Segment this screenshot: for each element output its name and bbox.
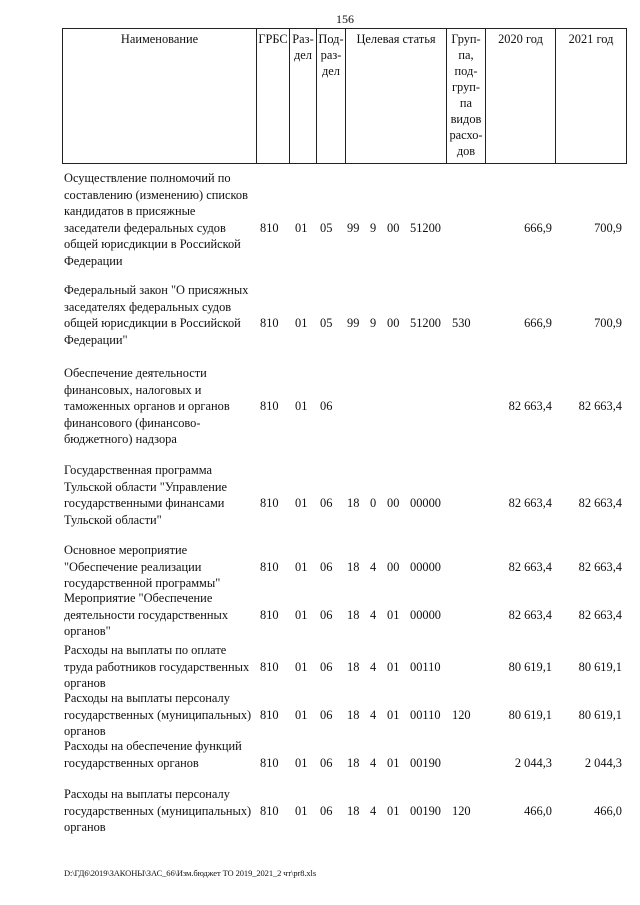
target-article-part3: 00 [387, 559, 400, 574]
row-name: Федеральный закон "О присяжных заседателях федеральных судов общей юрисдикции в Российской Федерации" [64, 283, 249, 347]
amount-2021: 2 044,3 [584, 755, 622, 770]
podrazdel-cell: 06 [320, 755, 333, 770]
amount-2020: 2 044,3 [514, 755, 552, 770]
header-name: Наименование [120, 32, 199, 46]
podrazdel-cell: 06 [320, 659, 333, 674]
amount-2021: 80 619,1 [578, 707, 622, 722]
amount-2021: 82 663,4 [578, 399, 622, 414]
amount-2021: 82 663,4 [578, 496, 622, 511]
header-2021-cell [555, 28, 627, 164]
target-article-part4: 00000 [410, 496, 441, 511]
target-article-part1: 18 [347, 607, 360, 622]
razdel-cell: 01 [295, 496, 308, 511]
target-article-part4: 00110 [410, 707, 441, 722]
target-article-part3: 01 [387, 607, 400, 622]
target-article-part2: 9 [370, 220, 377, 235]
header-podrazdel: Под- раз- дел [318, 32, 344, 78]
row-name: Государственная программа Тульской области "Управление государственными финансами Тульской области" [64, 463, 227, 527]
target-article-part4: 00000 [410, 607, 441, 622]
row-name: Осуществление полномочий по составлению (изменению) списков кандидатов в присяжные заседатели федеральных судов общей юрисдикции в Российской Федерации [64, 171, 248, 268]
amount-2021: 700,9 [594, 220, 622, 235]
podrazdel-cell: 06 [320, 607, 333, 622]
row-name: Мероприятие "Обеспечение деятельности государственных органов" [64, 591, 229, 638]
amount-2020: 466,0 [524, 803, 552, 818]
amount-2020: 82 663,4 [508, 496, 552, 511]
target-article-part4: 00190 [410, 755, 441, 770]
header-2020-cell [485, 28, 556, 164]
grbs-cell: 810 [260, 559, 279, 574]
target-article-part2: 4 [370, 803, 377, 818]
amount-2021: 80 619,1 [578, 659, 622, 674]
target-article-part4: 51200 [410, 316, 441, 331]
header-podrazdel-cell [316, 28, 346, 164]
target-article-part3: 00 [387, 220, 400, 235]
target-article-part1: 99 [347, 220, 360, 235]
target-article-part3: 01 [387, 803, 400, 818]
podrazdel-cell: 06 [320, 707, 333, 722]
grbs-cell: 810 [260, 607, 279, 622]
target-article-part4: 51200 [410, 220, 441, 235]
target-article-part2: 4 [370, 659, 377, 674]
amount-2020: 666,9 [524, 220, 552, 235]
target-article-part2: 4 [370, 755, 377, 770]
amount-2020: 82 663,4 [508, 559, 552, 574]
amount-2020: 80 619,1 [508, 659, 552, 674]
podrazdel-cell: 05 [320, 316, 333, 331]
header-gruppa-cell [446, 28, 486, 164]
target-article-part2: 4 [370, 707, 377, 722]
row-name: Основное мероприятие "Обеспечение реализации государственной программы" [64, 543, 221, 590]
header-2020: 2020 год [498, 32, 543, 46]
row-name: Расходы на выплаты персоналу государственных (муниципальных) органов [64, 691, 252, 738]
target-article-part3: 01 [387, 659, 400, 674]
grbs-cell: 810 [260, 496, 279, 511]
header-grbs: ГРБС [258, 32, 288, 46]
amount-2020: 82 663,4 [508, 607, 552, 622]
expense-type-cell: 530 [452, 316, 471, 331]
amount-2020: 80 619,1 [508, 707, 552, 722]
razdel-cell: 01 [295, 755, 308, 770]
target-article-part1: 99 [347, 316, 360, 331]
razdel-cell: 01 [295, 659, 308, 674]
amount-2020: 666,9 [524, 316, 552, 331]
target-article-part1: 18 [347, 659, 360, 674]
target-article-part3: 00 [387, 496, 400, 511]
amount-2020: 82 663,4 [508, 399, 552, 414]
podrazdel-cell: 05 [320, 220, 333, 235]
target-article-part1: 18 [347, 496, 360, 511]
amount-2021: 82 663,4 [578, 607, 622, 622]
header-celevaya: Целевая статья [356, 32, 436, 46]
target-article-part1: 18 [347, 559, 360, 574]
row-name: Расходы на выплаты персоналу государственных (муниципальных) органов [64, 787, 252, 834]
header-razdel-cell [289, 28, 317, 164]
header-grbs-cell [256, 28, 290, 164]
target-article-part2: 0 [370, 496, 377, 511]
header-celevaya-cell [345, 28, 447, 164]
row-name: Расходы на выплаты по оплате труда работников государственных органов [64, 643, 250, 690]
grbs-cell: 810 [260, 399, 279, 414]
amount-2021: 82 663,4 [578, 559, 622, 574]
razdel-cell: 01 [295, 220, 308, 235]
target-article-part2: 4 [370, 559, 377, 574]
razdel-cell: 01 [295, 803, 308, 818]
razdel-cell: 01 [295, 316, 308, 331]
amount-2021: 466,0 [594, 803, 622, 818]
podrazdel-cell: 06 [320, 496, 333, 511]
grbs-cell: 810 [260, 707, 279, 722]
grbs-cell: 810 [260, 755, 279, 770]
target-article-part1: 18 [347, 803, 360, 818]
razdel-cell: 01 [295, 559, 308, 574]
target-article-part3: 01 [387, 707, 400, 722]
page-number: 156 [336, 12, 354, 26]
expense-type-cell: 120 [452, 803, 471, 818]
podrazdel-cell: 06 [320, 399, 333, 414]
header-2021: 2021 год [568, 32, 614, 46]
grbs-cell: 810 [260, 803, 279, 818]
grbs-cell: 810 [260, 316, 279, 331]
file-path-footer: D:\ГД6\2019\ЗАКОНЫ\ЗАС_66\Изм.бюджет ТО 2019_2021_2 чт\pr8.xls [64, 868, 317, 878]
target-article-part2: 4 [370, 607, 377, 622]
header-razdel: Раз- дел [292, 32, 314, 62]
grbs-cell: 810 [260, 220, 279, 235]
target-article-part2: 9 [370, 316, 377, 331]
target-article-part1: 18 [347, 707, 360, 722]
target-article-part3: 01 [387, 755, 400, 770]
header-name-cell [62, 28, 257, 164]
target-article-part3: 00 [387, 316, 400, 331]
grbs-cell: 810 [260, 659, 279, 674]
razdel-cell: 01 [295, 399, 308, 414]
row-name: Расходы на обеспечение функций государственных органов [64, 739, 242, 770]
expense-type-cell: 120 [452, 707, 471, 722]
razdel-cell: 01 [295, 707, 308, 722]
razdel-cell: 01 [295, 607, 308, 622]
podrazdel-cell: 06 [320, 803, 333, 818]
target-article-part4: 00190 [410, 803, 441, 818]
row-name: Обеспечение деятельности финансовых, налоговых и таможенных органов и органов финансового (финансово-бюджетного) надзора [64, 366, 230, 446]
target-article-part4: 00000 [410, 559, 441, 574]
header-gruppa: Груп- па, под- груп- па видов расхо- дов [449, 32, 483, 158]
target-article-part4: 00110 [410, 659, 441, 674]
amount-2021: 700,9 [594, 316, 622, 331]
target-article-part1: 18 [347, 755, 360, 770]
podrazdel-cell: 06 [320, 559, 333, 574]
